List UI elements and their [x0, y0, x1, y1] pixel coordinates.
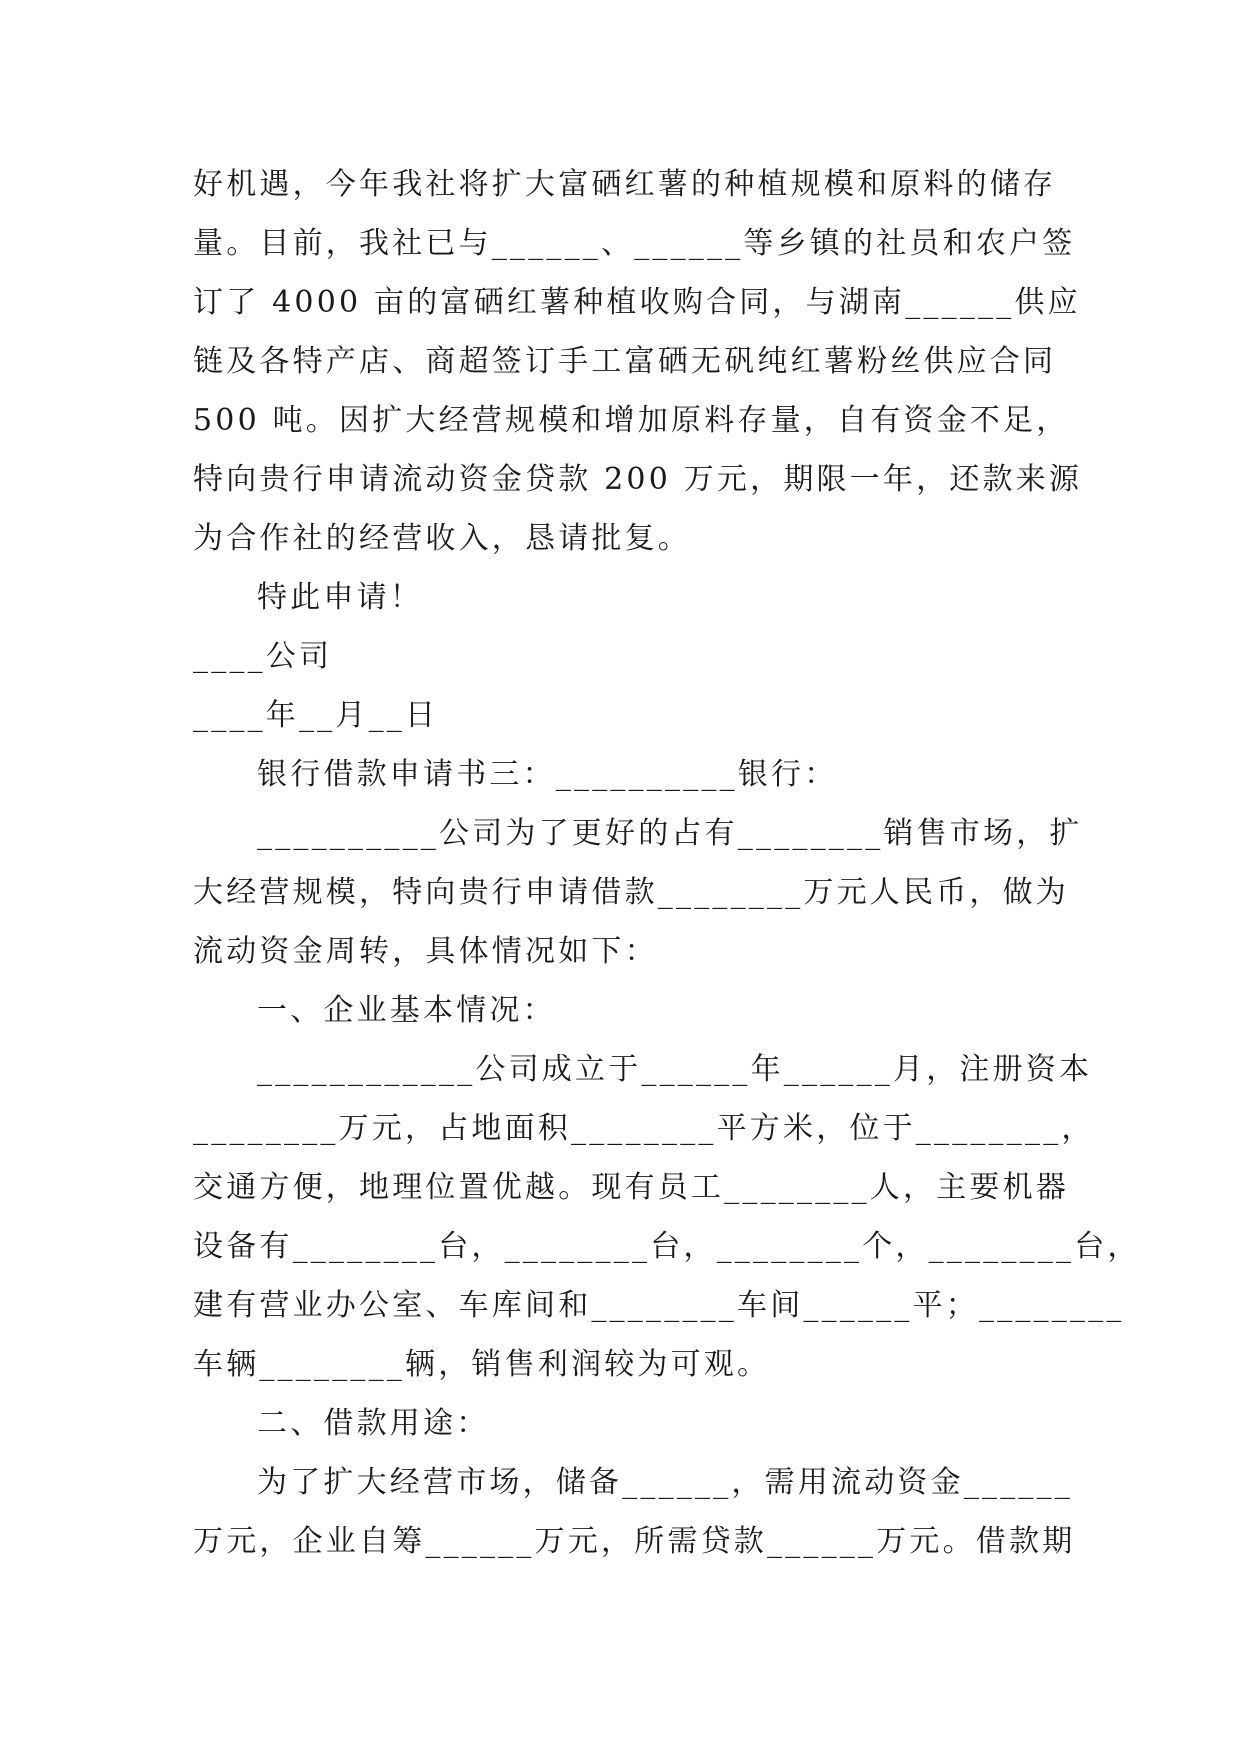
paragraph-line: 链及各特产店、商超签订手工富硒无矾纯红薯粉丝供应合同 — [193, 344, 1057, 379]
paragraph-line: 建有营业办公室、车库间和________车间______平；________ — [193, 1288, 1125, 1323]
paragraph-line: 特向贵行申请流动资金贷款 200 万元，期限一年，还款来源 — [193, 462, 1083, 497]
paragraph-line: 订了 4000 亩的富硒红薯种植收购合同，与湖南______供应 — [193, 285, 1081, 320]
section-heading: 二、借款用途： — [257, 1406, 490, 1441]
document-body — [193, 155, 1141, 1571]
closing-line: 特此申请！ — [257, 580, 423, 615]
paragraph-line: ____________公司成立于______年______月，注册资本 — [257, 1052, 1093, 1087]
paragraph-line: 流动资金周转，具体情况如下： — [193, 934, 658, 969]
paragraph-line: 为了扩大经营市场，储备______，需用流动资金______ — [257, 1465, 1073, 1500]
paragraph-line: 好机遇，今年我社将扩大富硒红薯的种植规模和原料的储存 — [193, 167, 1057, 202]
paragraph-line: 500 吨。因扩大经营规模和增加原料存量，自有资金不足， — [193, 403, 1070, 438]
paragraph-line: 万元，企业自筹______万元，所需贷款______万元。借款期 — [193, 1524, 1076, 1559]
paragraph-line: ________万元，占地面积________平方米，位于________， — [193, 1111, 1095, 1146]
paragraph-line: 为合作社的经营收入，恳请批复。 — [193, 521, 691, 556]
paragraph-line: 量。目前，我社已与______、______等乡镇的社员和农户签 — [193, 226, 1076, 261]
signature-date-line: ____年__月__日 — [193, 698, 439, 733]
paragraph-line: 交通方便，地理位置优越。现有员工________人，主要机器 — [193, 1170, 1069, 1205]
paragraph-line: 车辆________辆，销售利润较为可观。 — [193, 1347, 771, 1382]
paragraph-line: 设备有________台，________台，________个，________台， — [193, 1229, 1141, 1264]
section-title-line: 银行借款申请书三：__________银行： — [257, 757, 838, 792]
signature-company-line: ____公司 — [193, 639, 333, 674]
section-heading: 一、企业基本情况： — [257, 993, 556, 1028]
paragraph-line: __________公司为了更好的占有________销售市场，扩 — [257, 816, 1083, 851]
paragraph-line: 大经营规模，特向贵行申请借款________万元人民币，做为 — [193, 875, 1069, 910]
